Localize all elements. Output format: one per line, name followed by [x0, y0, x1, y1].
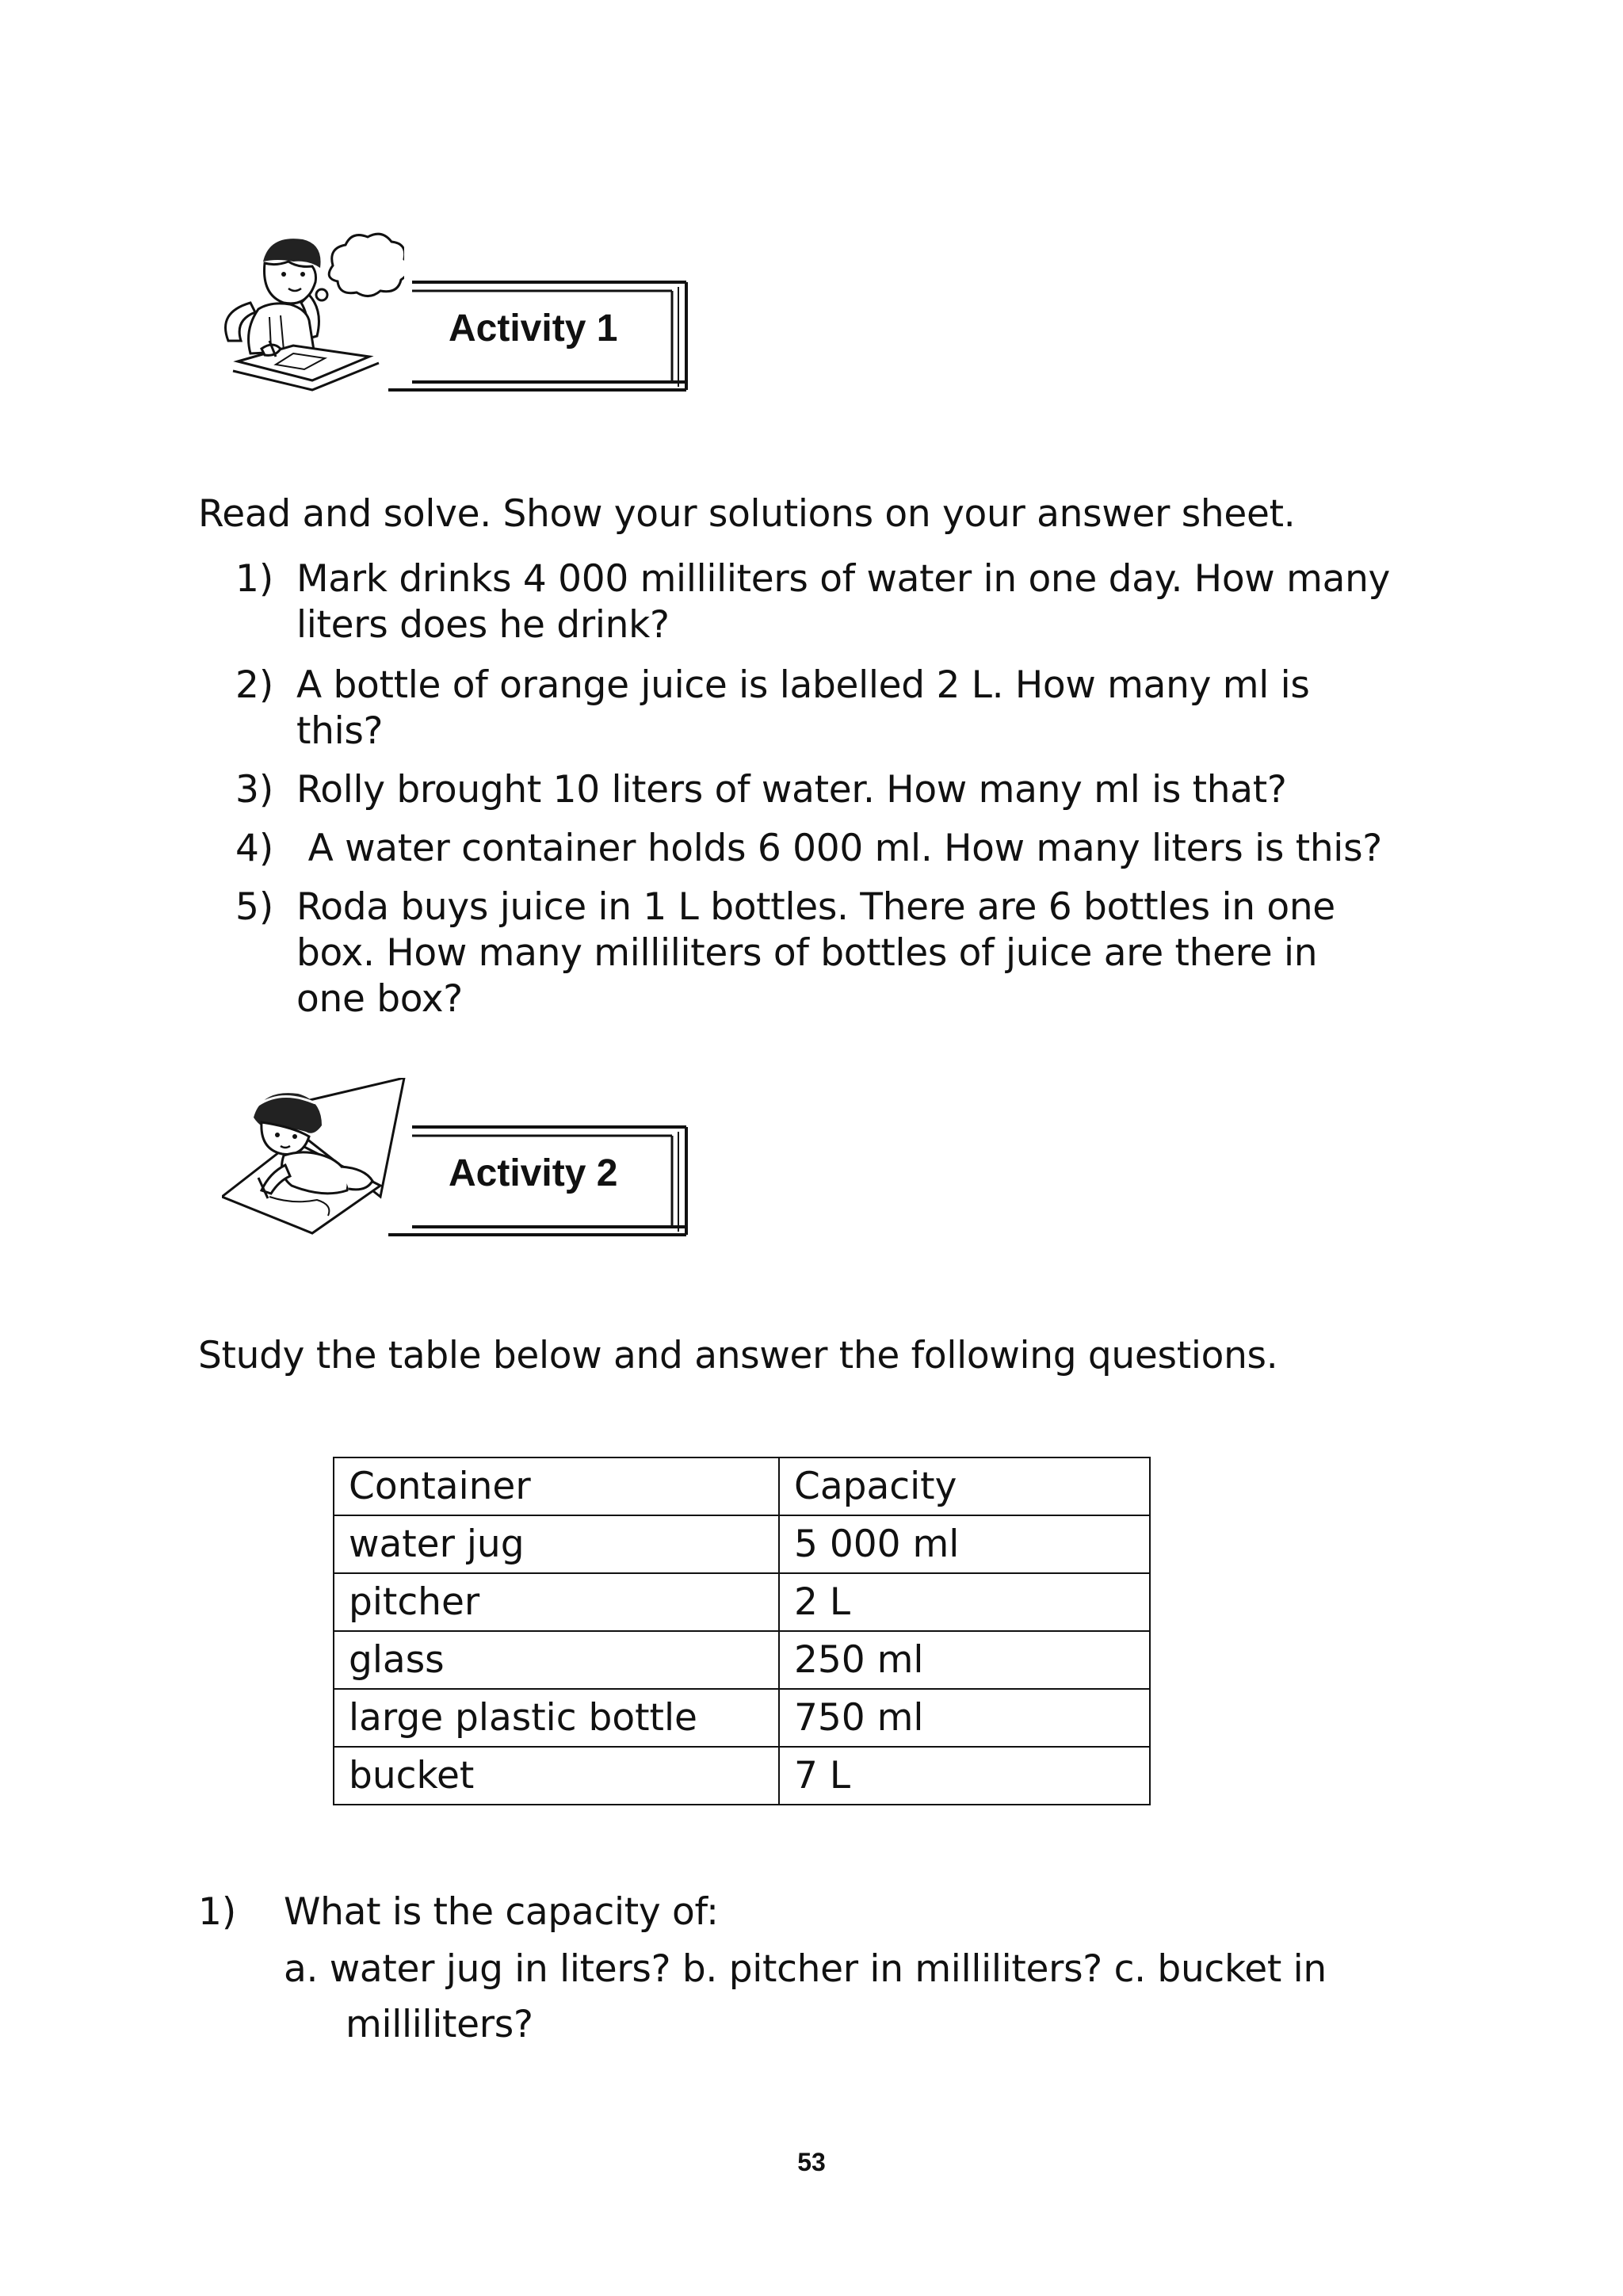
table-cell: 250 ml	[779, 1631, 1150, 1689]
table-cell: 5 000 ml	[779, 1515, 1150, 1573]
question-text: What is the capacity of:	[284, 1890, 719, 1934]
problem-number: 1)	[235, 557, 274, 601]
question-subparts: a. water jug in liters? b. pitcher in milliliters? c. bucket in	[284, 1947, 1327, 1991]
activity2-instruction: Study the table below and answer the following questions.	[198, 1334, 1278, 1377]
page-number: 53	[797, 2148, 826, 2176]
problem-text: Rolly brought 10 liters of water. How many ml is that?	[296, 768, 1287, 812]
table-row	[334, 1631, 1150, 1689]
activity2-illustration	[222, 1078, 412, 1236]
table-cell: 7 L	[779, 1747, 1150, 1805]
activity2-banner	[388, 1124, 689, 1239]
table-cell: glass	[334, 1631, 779, 1689]
table-cell: 750 ml	[779, 1689, 1150, 1747]
problem-number: 3)	[235, 768, 274, 812]
activity1-title: Activity 1	[449, 308, 618, 350]
activity1-instruction: Read and solve. Show your solutions on your answer sheet.	[198, 492, 1296, 536]
question-subparts-cont: milliliters?	[346, 2003, 533, 2046]
problem-text: liters does he drink?	[296, 603, 670, 647]
problem-number: 2)	[235, 663, 274, 707]
table-row	[334, 1689, 1150, 1747]
table-row	[334, 1573, 1150, 1631]
capacity-table	[333, 1457, 1151, 1805]
activity1-illustration	[214, 222, 404, 396]
girl-drawing-icon	[222, 1078, 412, 1236]
problem-text: box. How many milliliters of bottles of juice are there in	[296, 931, 1318, 975]
table-row	[334, 1747, 1150, 1805]
table-header-cell: Container	[334, 1457, 779, 1515]
problem-number: 4)	[235, 827, 274, 870]
table-cell: bucket	[334, 1747, 779, 1805]
boy-thinking-icon	[214, 222, 404, 396]
activity1-banner	[388, 279, 689, 394]
problem-text: A bottle of orange juice is labelled 2 L. How many ml is	[296, 663, 1310, 707]
problem-text: one box?	[296, 977, 463, 1021]
problem-text: Mark drinks 4 000 milliliters of water in one day. How many	[296, 557, 1391, 601]
table-cell: large plastic bottle	[334, 1689, 779, 1747]
table-header-cell: Capacity	[779, 1457, 1150, 1515]
problem-number: 5)	[235, 885, 274, 929]
table-cell: water jug	[334, 1515, 779, 1573]
problem-text: Roda buys juice in 1 L bottles. There are 6 bottles in one	[296, 885, 1335, 929]
question-number: 1)	[198, 1890, 237, 1934]
table-cell: pitcher	[334, 1573, 779, 1631]
activity2-title: Activity 2	[449, 1152, 618, 1194]
problem-text: this?	[296, 709, 384, 753]
table-cell: 2 L	[779, 1573, 1150, 1631]
table-row	[334, 1515, 1150, 1573]
table-header-row	[334, 1457, 1150, 1515]
problem-text: A water container holds 6 000 ml. How many liters is this?	[296, 827, 1382, 870]
